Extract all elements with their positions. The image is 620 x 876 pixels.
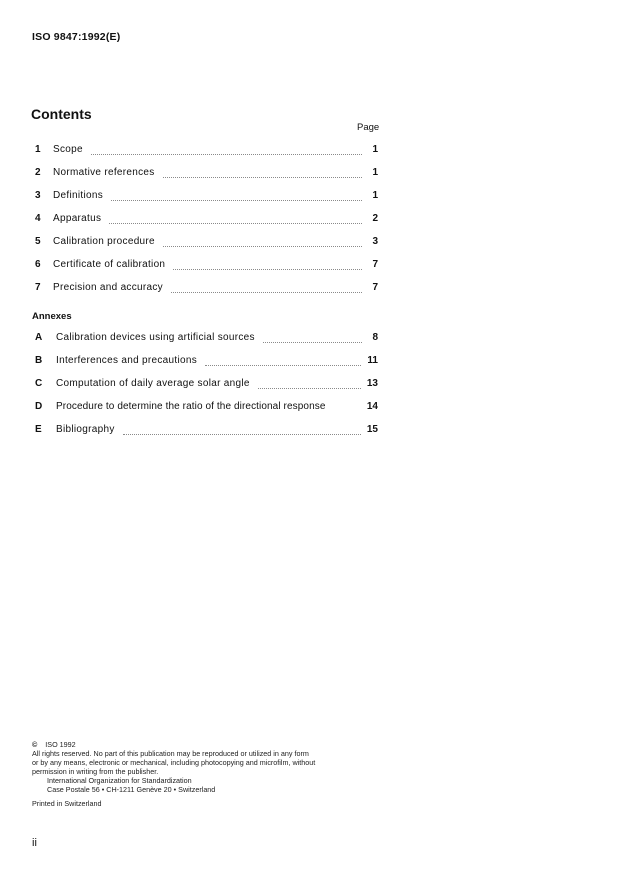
toc-entry[interactable]: [35, 259, 378, 273]
dot-leader: [123, 433, 361, 435]
copyright-icon: ©: [32, 740, 38, 749]
dot-leader: [91, 153, 362, 155]
toc-entry[interactable]: [35, 282, 378, 296]
copyright-notice: [32, 740, 382, 808]
annex-entry-title: Computation of daily average solar angle: [56, 378, 250, 389]
annexes-heading: Annexes: [32, 311, 72, 322]
toc-entry-number: 7: [35, 282, 41, 293]
dot-leader: [171, 291, 362, 293]
toc-entry-number: 4: [35, 213, 41, 224]
annex-entry[interactable]: [35, 424, 378, 438]
annex-entry-letter: A: [35, 332, 43, 343]
annex-entry-letter: D: [35, 401, 43, 412]
toc-entry-page: 1: [372, 167, 378, 178]
contents-title: Contents: [31, 106, 92, 122]
rights-line-2: or by any means, electronic or mechanical, including photocopying and microfilm, without: [32, 758, 316, 767]
organization-name: International Organization for Standardization: [47, 776, 192, 785]
annex-entry[interactable]: [35, 401, 378, 415]
toc-entry-number: 1: [35, 144, 41, 155]
rights-line-3: permission in writing from the publisher.: [32, 767, 159, 776]
toc-entry-title: Apparatus: [53, 213, 102, 224]
annex-entry[interactable]: [35, 378, 378, 392]
toc-entry[interactable]: [35, 236, 378, 250]
toc-entry-title: Normative references: [53, 167, 155, 178]
dot-leader: [205, 364, 361, 366]
annex-entry-letter: C: [35, 378, 43, 389]
organization-address: Case Postale 56 • CH-1211 Genève 20 • Switzerland: [47, 785, 216, 794]
toc-entry-number: 5: [35, 236, 41, 247]
annex-entry-page: 11: [367, 355, 378, 366]
toc-entry-page: 7: [372, 282, 378, 293]
annex-entry-title: Bibliography: [56, 424, 115, 435]
dot-leader: [263, 341, 362, 343]
toc-entry-number: 6: [35, 259, 41, 270]
rights-line-1: All rights reserved. No part of this publication may be reproduced or utilized in any form: [32, 749, 309, 758]
annex-entry-page: 15: [366, 424, 378, 435]
toc-entry-page: 1: [372, 144, 378, 155]
toc-entry-page: 1: [372, 190, 378, 201]
toc-entry-title: Calibration procedure: [53, 236, 155, 247]
standard-code-header: ISO 9847:1992(E): [32, 31, 121, 43]
toc-entry-number: 2: [35, 167, 41, 178]
dot-leader: [173, 268, 362, 270]
annex-entry-title: Calibration devices using artificial sources: [56, 332, 255, 343]
annex-entry-letter: E: [35, 424, 42, 435]
printed-in: Printed in Switzerland: [32, 799, 102, 808]
annex-entry-page: 8: [372, 332, 378, 343]
toc-entry[interactable]: [35, 144, 378, 158]
toc-entry-title: Precision and accuracy: [53, 282, 163, 293]
page-column-label: Page: [357, 122, 380, 133]
copyright-org-year: ISO 1992: [45, 740, 76, 749]
annex-entry[interactable]: [35, 332, 378, 346]
toc-entry-page: 7: [372, 259, 378, 270]
annex-entry-page: 14: [366, 401, 378, 412]
annex-entry-letter: B: [35, 355, 43, 366]
toc-entry-page: 3: [372, 236, 378, 247]
page-number: ii: [32, 837, 37, 849]
dot-leader: [258, 387, 361, 389]
copyright-line: [32, 740, 382, 749]
dot-leader: [111, 199, 362, 201]
toc-entry-page: 2: [372, 213, 378, 224]
toc-entry-number: 3: [35, 190, 41, 201]
dot-leader: [109, 222, 362, 224]
annex-entry[interactable]: [35, 355, 378, 369]
dot-leader: [163, 245, 362, 247]
dot-leader: [163, 176, 362, 178]
toc-entry-title: Scope: [53, 144, 83, 155]
toc-entry[interactable]: [35, 213, 378, 227]
annex-entry-title: Procedure to determine the ratio of the directional response: [56, 401, 326, 412]
annex-entry-page: 13: [366, 378, 378, 389]
annex-entry-title: Interferences and precautions: [56, 355, 198, 366]
toc-entry[interactable]: [35, 190, 378, 204]
dot-leader: [330, 411, 363, 412]
toc-entry-title: Definitions: [53, 190, 103, 201]
toc-entry-title: Certificate of calibration: [53, 259, 166, 270]
toc-entry[interactable]: [35, 167, 378, 181]
